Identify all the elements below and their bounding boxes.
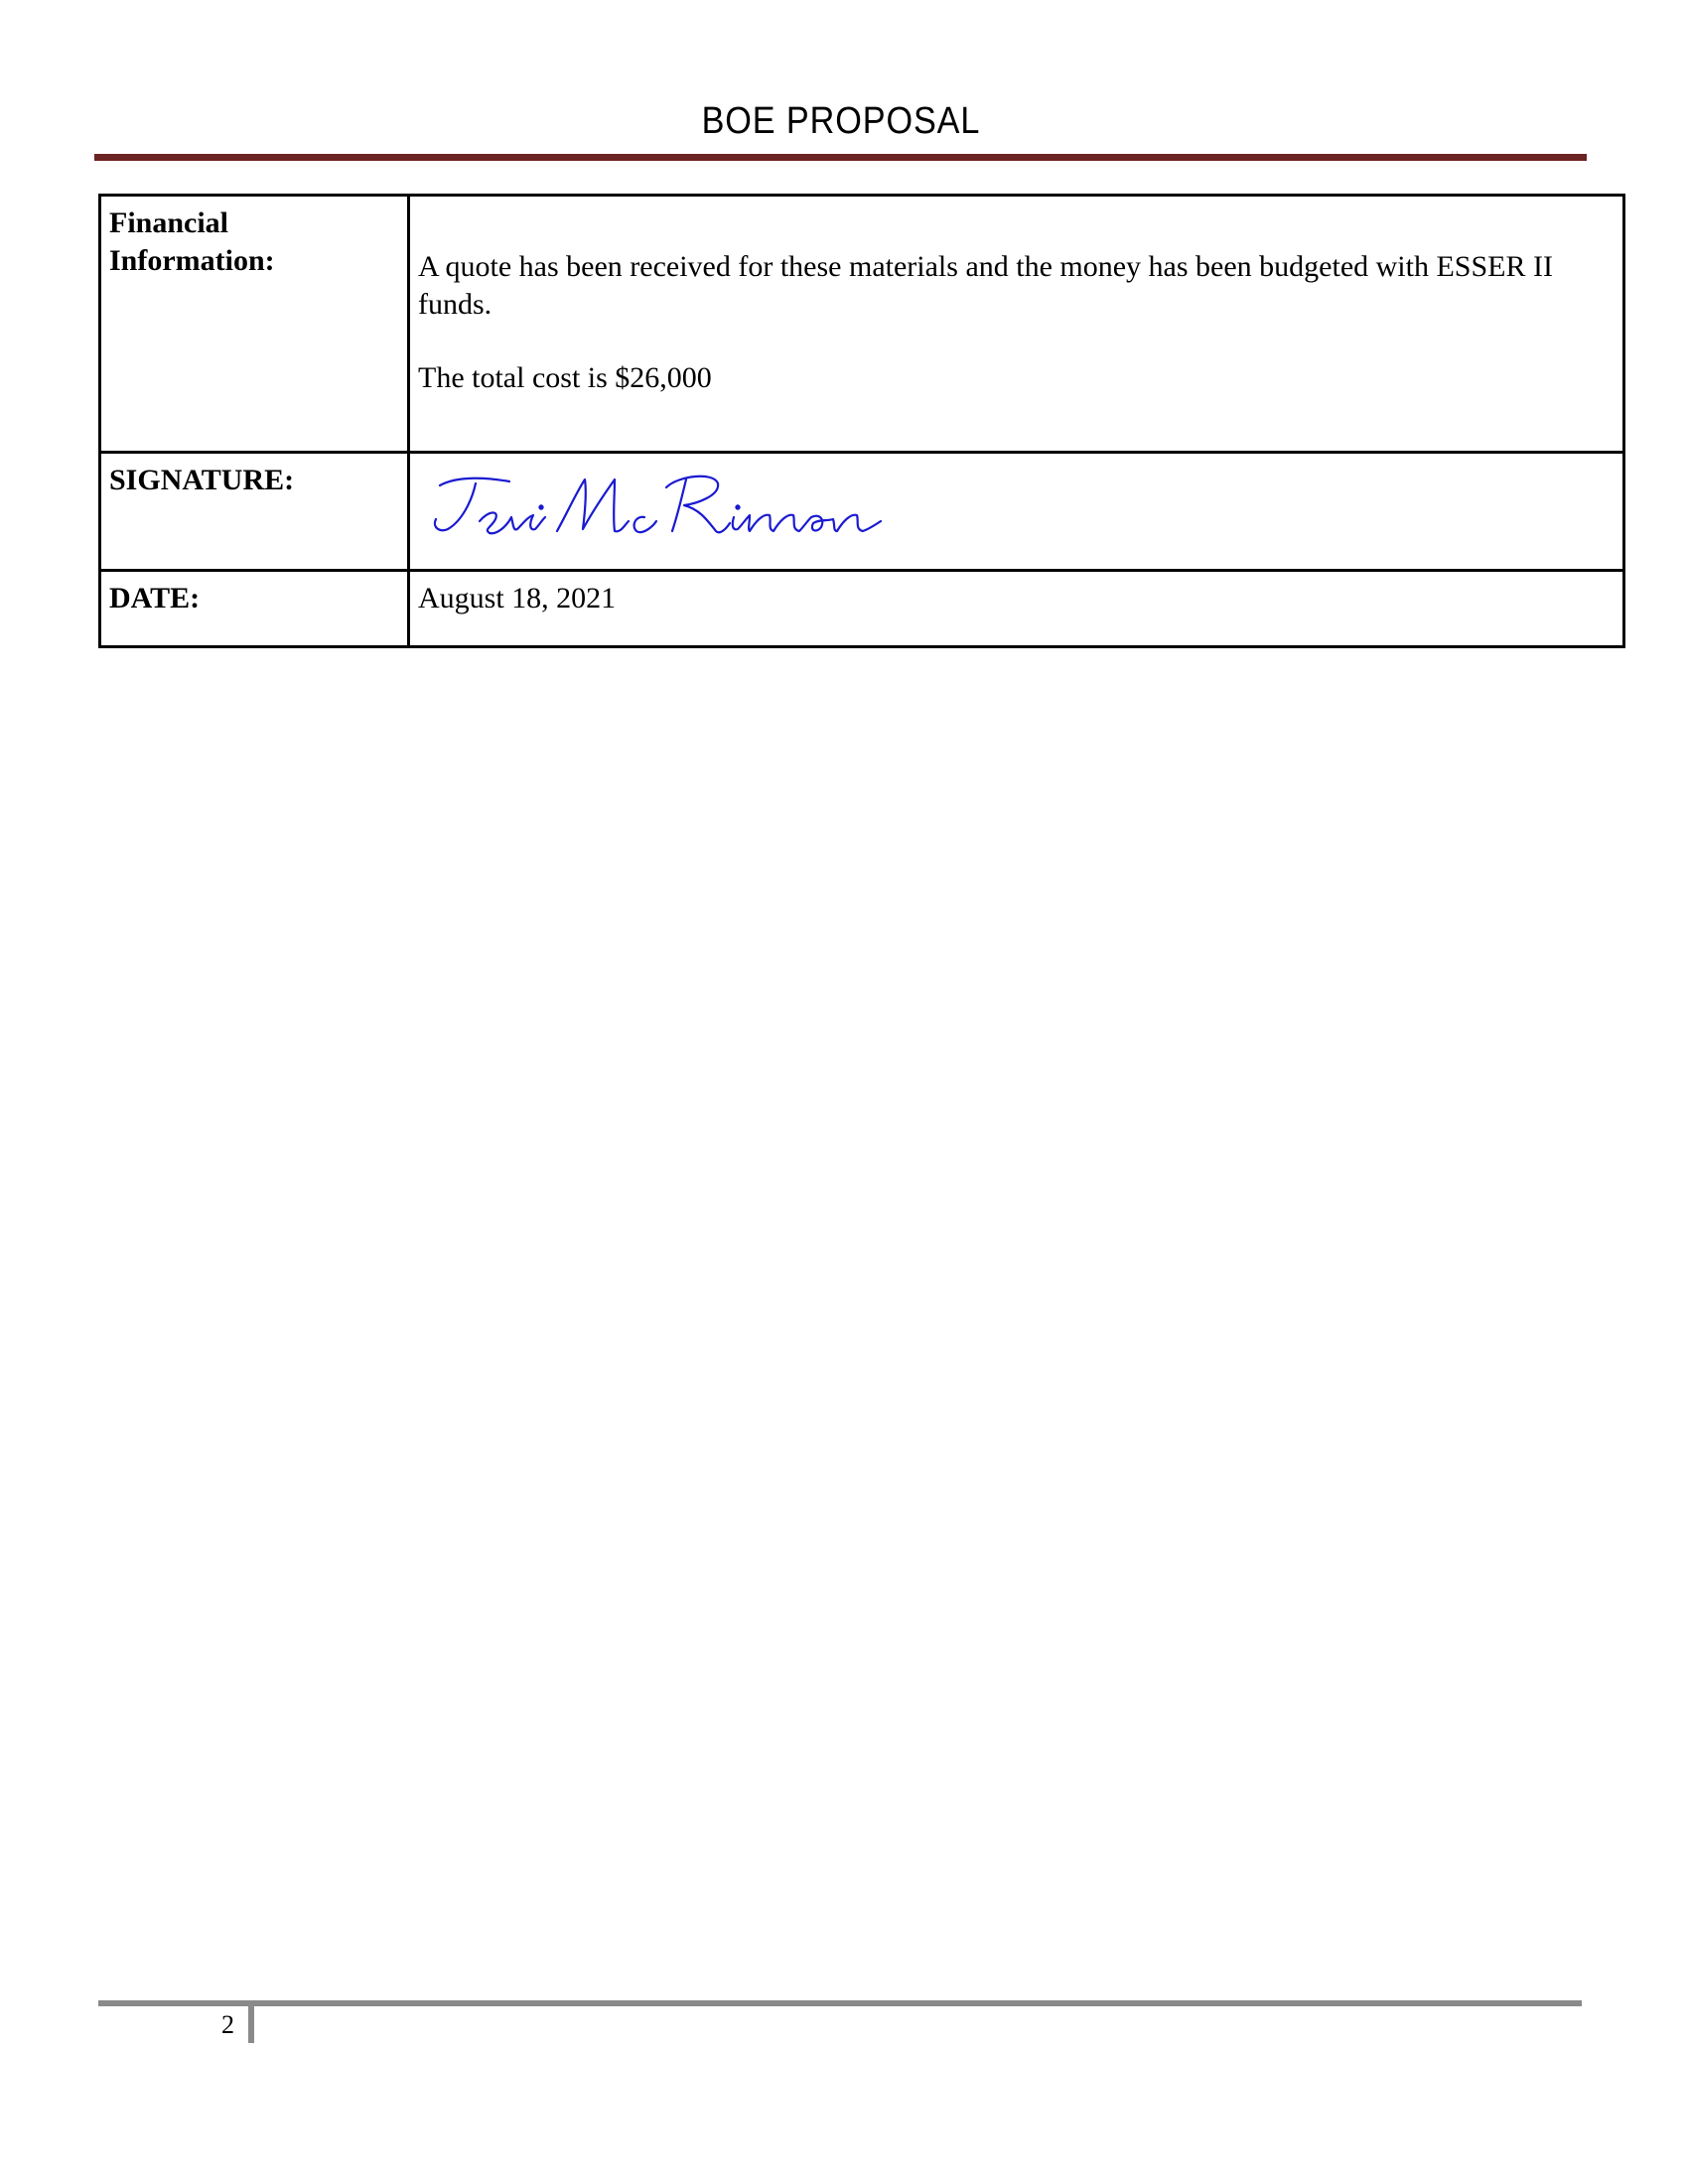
date-label: DATE: [100, 571, 409, 647]
header-rule [94, 154, 1587, 161]
footer-rule [98, 2000, 1582, 2006]
proposal-table [98, 194, 1625, 648]
page-title: BOE PROPOSAL [701, 100, 980, 142]
signature-cell [409, 453, 1624, 571]
page-header [94, 99, 1587, 144]
table-row-date [100, 571, 1624, 647]
table-row-signature [100, 453, 1624, 571]
financial-label-line1: Financial [109, 206, 229, 239]
financial-information-value [409, 196, 1624, 453]
financial-label-line2: Information: [109, 244, 275, 277]
signature-image [418, 464, 895, 543]
date-value: August 18, 2021 [409, 571, 1624, 647]
total-cost-text: The total cost is $26,000 [418, 361, 712, 394]
signature-label: SIGNATURE: [100, 453, 409, 571]
page-number-divider [248, 2006, 254, 2043]
page-number: 2 [221, 2010, 234, 2039]
financial-paragraph: A quote has been received for these materials and the money has been budgeted with ESSER II funds. [418, 250, 1553, 321]
table-row-financial-information [100, 196, 1624, 453]
financial-information-label [100, 196, 409, 453]
